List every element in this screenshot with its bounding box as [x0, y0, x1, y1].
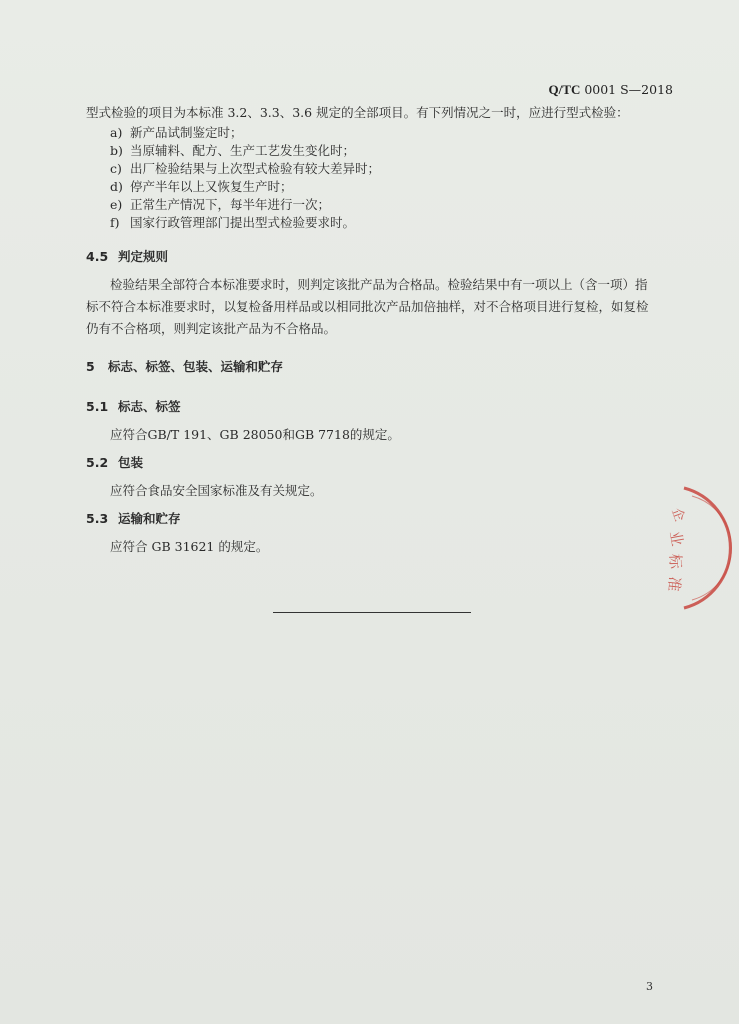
svg-text:业: 业 [666, 529, 687, 548]
section-number: 4.5 [86, 249, 109, 264]
section-heading-5-1 [86, 398, 676, 416]
list-item-label: e) [110, 197, 123, 212]
list-item-text: 停产半年以上又恢复生产时； [130, 179, 293, 194]
paragraph-line: 仍有不合格项，则判定该批产品为不合格品。 [86, 321, 337, 336]
section-number: 5.2 [86, 455, 109, 470]
list-item-label: b) [110, 143, 123, 158]
section-heading-5-2 [86, 454, 676, 472]
judgement-rules-paragraph [86, 274, 676, 340]
list-item-label: d) [110, 179, 123, 194]
svg-text:准: 准 [664, 575, 684, 593]
paragraph-line: 检验结果全部符合本标准要求时，则判定该批产品为合格品。检验结果中有一项以上（含一项）指 [110, 277, 648, 292]
document-body [86, 104, 676, 556]
svg-text:企: 企 [668, 506, 687, 524]
list-item-label: c) [110, 161, 122, 176]
list-item-label: f) [110, 215, 120, 230]
end-divider-line [273, 612, 471, 613]
list-item [86, 214, 676, 232]
list-item [86, 196, 676, 214]
section-heading-5-3 [86, 510, 676, 528]
document-code-number: 0001 S—2018 [584, 82, 673, 97]
section-title: 包装 [118, 455, 144, 470]
list-item [86, 178, 676, 196]
conditions-list [86, 124, 676, 232]
section-number: 5 [86, 359, 95, 374]
page-number: 3 [646, 980, 653, 993]
list-item-text: 出厂检验结果与上次型式检验有较大差异时； [130, 161, 381, 176]
list-item-text: 新产品试制鉴定时； [130, 125, 243, 140]
section-5-3-text: 应符合 GB 31621 的规定。 [110, 539, 269, 554]
list-item-text: 国家行政管理部门提出型式检验要求时。 [130, 215, 356, 230]
section-title: 运输和贮存 [118, 511, 181, 526]
list-item [86, 124, 676, 142]
list-item [86, 160, 676, 178]
section-number: 5.1 [86, 399, 109, 414]
section-heading-5 [86, 358, 676, 376]
list-item-text: 当原辅料、配方、生产工艺发生变化时； [130, 143, 356, 158]
document-code [549, 82, 673, 98]
section-title: 标志、标签、包装、运输和贮存 [108, 359, 284, 374]
section-number: 5.3 [86, 511, 109, 526]
section-title: 判定规则 [118, 249, 169, 264]
list-item-label: a) [110, 125, 123, 140]
section-5-1-text: 应符合GB/T 191、GB 28050和GB 7718的规定。 [110, 427, 400, 442]
section-5-2-text: 应符合食品安全国家标准及有关规定。 [110, 483, 323, 498]
type-inspection-intro: 型式检验的项目为本标准 3.2、3.3、3.6 规定的全部项目。有下列情况之一时，应进行型式检验： [86, 105, 629, 120]
svg-text:标: 标 [666, 553, 685, 570]
company-seal-stamp [636, 482, 739, 612]
paragraph-line: 标不符合本标准要求时，以复检备用样品或以相同批次产品加倍抽样，对不合格项目进行复检，如复检 [86, 299, 649, 314]
document-code-prefix: Q/TC [548, 82, 581, 97]
list-item [86, 142, 676, 160]
section-title: 标志、标签 [118, 399, 181, 414]
section-heading-4-5 [86, 248, 676, 266]
list-item-text: 正常生产情况下，每半年进行一次； [130, 197, 331, 212]
